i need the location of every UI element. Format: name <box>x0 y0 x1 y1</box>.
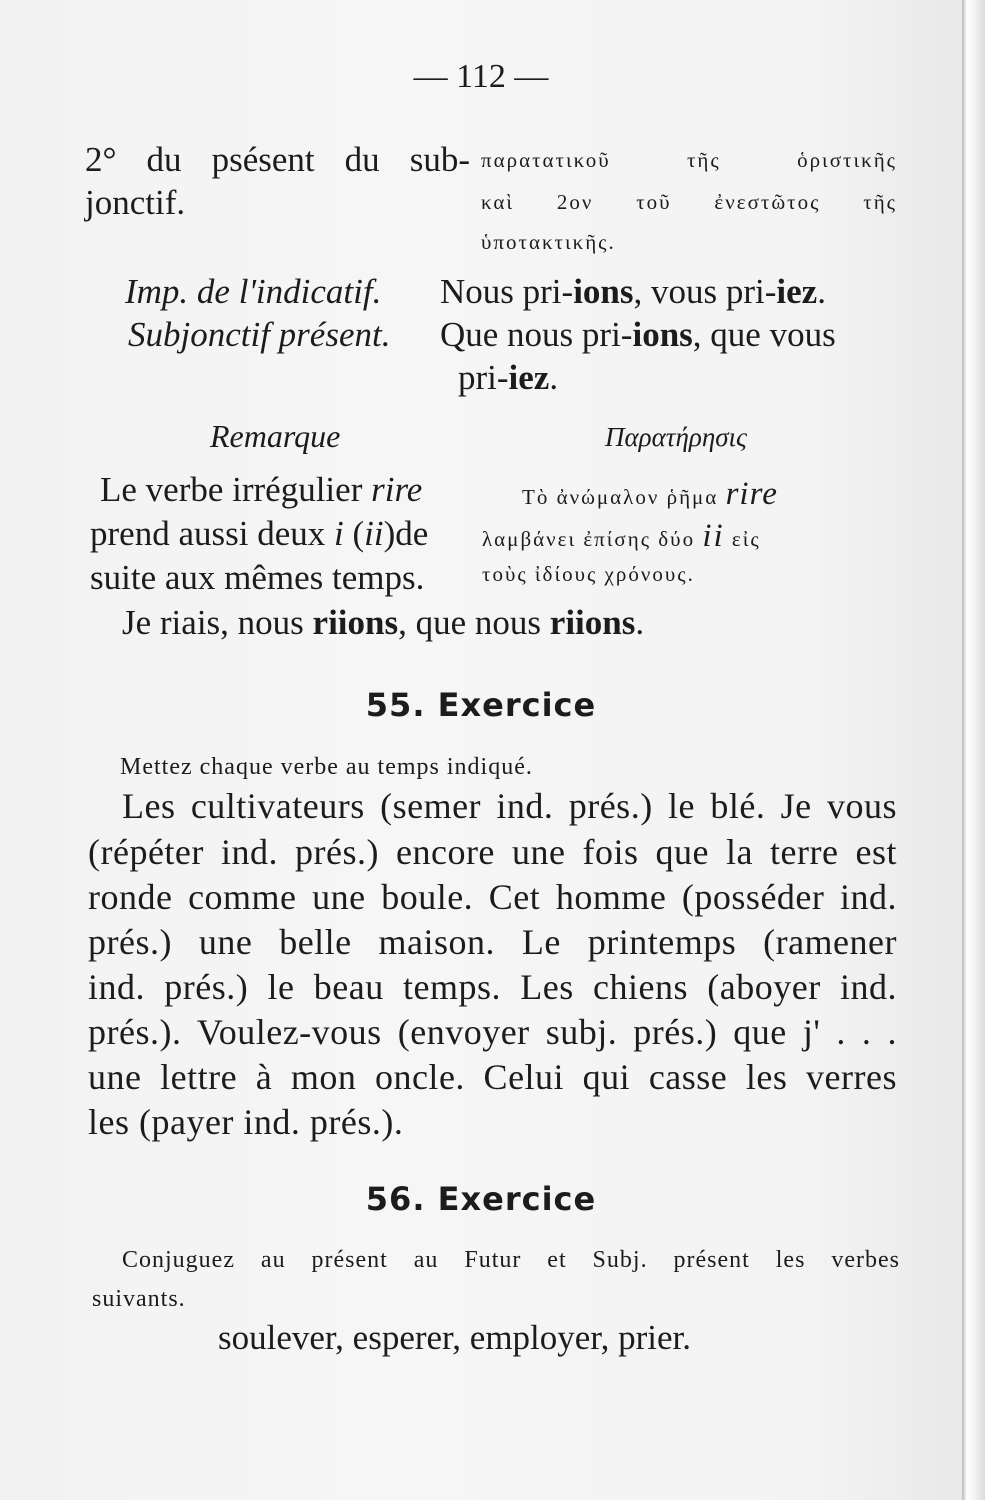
exercise-55-line: les (payer ind. prés.). <box>88 1102 404 1142</box>
subjunctive-example-cont: pri-iez. <box>458 358 559 397</box>
imperfect-example: Nous pri-ions, vous pri-iez. <box>440 272 826 311</box>
exercise-55-line: (répéter ind. prés.) encore une fois que la terre est <box>88 832 897 872</box>
remark-heading-gr: Παρατήρησις <box>605 422 747 452</box>
exercise-56-heading: 56. Exercice <box>365 1180 597 1218</box>
exercise-56-instruction-cont: suivants. <box>92 1286 186 1312</box>
remark-heading-fr: Remarque <box>210 418 341 454</box>
intro-fr-line1: 2° du psésent du sub- <box>85 140 470 179</box>
exercise-55-heading: 55. Exercice <box>365 686 597 724</box>
page-number: — 112 — <box>413 58 549 95</box>
exercise-55-line: Les cultivateurs (semer ind. prés.) le blé. Je vous <box>122 786 897 826</box>
intro-fr-line2: jonctif. <box>85 183 186 222</box>
remark-gr-line2: λαμβάνει ἐπίσης δύο ii εἰς <box>482 518 761 554</box>
remark-gr-line1: Τὸ ἀνώμαλον ῥῆμα rire <box>522 476 778 512</box>
intro-gr-line3: ὑποτακτικῆς. <box>481 230 616 254</box>
exercise-55-line: ronde comme une boule. Cet homme (posséder ind. <box>88 877 897 917</box>
page-edge <box>962 0 985 1500</box>
remark-gr-line3: τοὺς ἰδίους χρόνους. <box>482 562 695 586</box>
imperfect-label: Imp. de l'indicatif. <box>125 272 382 311</box>
intro-gr-line1: παρατατικοῦ τῆς ὁριστικῆς <box>481 148 897 172</box>
remark-fr-line1: Le verbe irrégulier rire <box>100 470 423 509</box>
remark-fr-line2: prend aussi deux i (ii)de <box>90 514 429 553</box>
subjunctive-label: Subjonctif présent. <box>128 315 391 354</box>
remark-example: Je riais, nous riions, que nous riions. <box>122 603 645 642</box>
intro-gr-line2: καὶ 2ον τοῦ ἐνεστῶτος τῆς <box>481 190 897 214</box>
exercise-56-instruction: Conjuguez au présent au Futur et Subj. présent les verbes <box>122 1247 900 1273</box>
exercise-55-line: prés.) une belle maison. Le printemps (ramener <box>88 922 897 962</box>
remark-fr-line3: suite aux mêmes temps. <box>90 558 425 597</box>
exercise-55-line: une lettre à mon oncle. Celui qui casse les verres <box>88 1057 897 1097</box>
exercise-55-line: ind. prés.) le beau temps. Les chiens (aboyer ind. <box>88 967 897 1007</box>
exercise-56-verbs: soulever, esperer, employer, prier. <box>218 1318 691 1357</box>
exercise-55-instruction: Mettez chaque verbe au temps indiqué. <box>120 754 533 780</box>
subjunctive-example: Que nous pri-ions, que vous <box>440 315 836 354</box>
exercise-55-line: prés.). Voulez-vous (envoyer subj. prés.) que j' . . . <box>88 1012 897 1052</box>
